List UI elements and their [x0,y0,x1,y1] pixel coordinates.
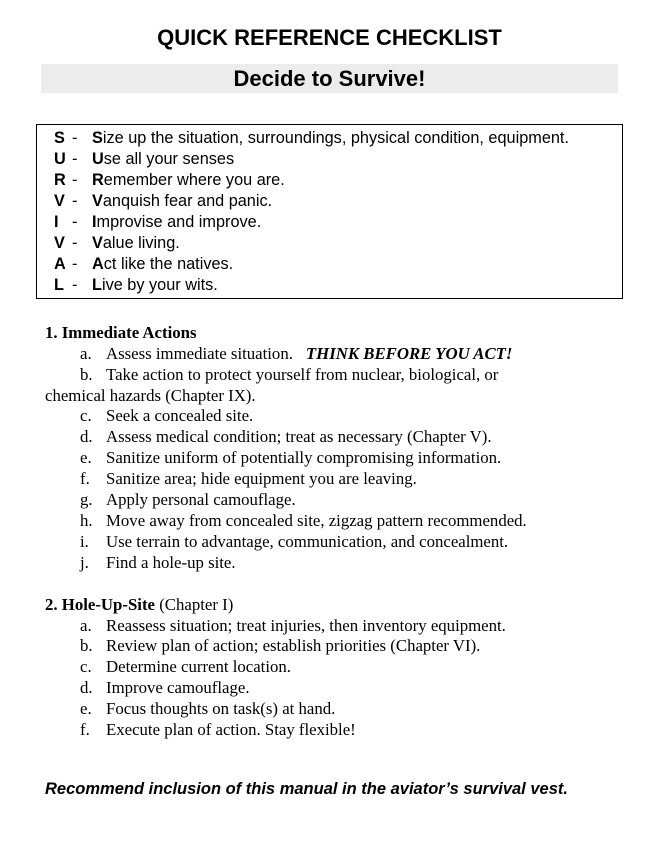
acronym-dash: - [72,276,78,294]
list-item: j. Find a hole-up site. [80,553,236,572]
acronym-letter: I [54,213,59,231]
list-item: b. Take action to protect yourself from nuclear, biological, or [80,365,499,384]
acronym-text: ize up the situation, surroundings, physical condition, equipment. [102,129,569,147]
section-heading-immediate-actions: 1. Immediate Actions [45,323,197,342]
list-item: i. Use terrain to advantage, communication, and concealment. [80,532,509,551]
list-item: f. Sanitize area; hide equipment you are leaving. [80,469,417,488]
acronym-dash: - [72,192,78,210]
list-item: e. Focus thoughts on task(s) at hand. [80,699,336,718]
list-item: c. Determine current location. [80,657,291,676]
list-item: f. Execute plan of action. Stay flexible! [80,720,356,739]
acronym-text: ct like the natives. [103,255,234,273]
acronym-initial: I [92,213,97,231]
page-title: QUICK REFERENCE CHECKLIST [157,25,502,50]
survival-row [54,233,180,254]
section-heading-hole-up-site: 2. Hole-Up-Site (Chapter I) [45,595,234,614]
acronym-letter: A [54,255,66,273]
acronym-dash: - [72,255,78,273]
acronym-text: ive by your wits. [101,276,218,294]
survival-row [54,170,285,191]
acronym-initial: R [92,171,104,189]
survival-row [54,128,569,149]
acronym-initial: S [92,129,103,147]
acronym-initial: V [92,192,103,210]
footer-note: Recommend inclusion of this manual in the aviator’s survival vest. [45,780,568,798]
acronym-initial: A [92,255,104,273]
acronym-text: mprovise and improve. [96,213,262,231]
list-item: d. Assess medical condition; treat as necessary (Chapter V). [80,427,492,446]
acronym-dash: - [72,234,78,252]
survival-row [54,212,261,233]
acronym-letter: V [54,234,65,252]
survival-acronym-box [36,124,623,299]
list-item: a. Assess immediate situation. THINK BEFORE YOU ACT! [80,344,513,363]
acronym-initial: V [92,234,103,252]
acronym-text: se all your senses [103,150,235,168]
emphasis-text: THINK BEFORE YOU ACT! [305,344,513,363]
list-item: a. Reassess situation; treat injuries, then inventory equipment. [80,616,506,635]
list-item: d. Improve camouflage. [80,678,250,697]
acronym-dash: - [72,171,78,189]
acronym-dash: - [72,150,78,168]
acronym-initial: U [92,150,104,168]
acronym-letter: V [54,192,65,210]
acronym-letter: L [54,276,64,294]
list-item: c. Seek a concealed site. [80,406,254,425]
acronym-dash: - [72,129,78,147]
list-item: b. Review plan of action; establish priorities (Chapter VI). [80,636,481,655]
survival-row [54,149,234,170]
acronym-text: anquish fear and panic. [102,192,273,210]
acronym-letter: S [54,129,65,147]
list-item-continuation: chemical hazards (Chapter IX). [45,386,256,405]
acronym-letter: U [54,150,66,168]
acronym-initial: L [92,276,102,294]
acronym-text: alue living. [102,234,180,252]
survival-row [54,191,272,212]
acronym-letter: R [54,171,66,189]
survival-row [54,254,233,275]
list-item: e. Sanitize uniform of potentially compromising information. [80,448,502,467]
acronym-text: emember where you are. [103,171,285,189]
list-item: h. Move away from concealed site, zigzag pattern recommended. [80,511,527,530]
banner-title: Decide to Survive! [41,64,618,93]
survival-row [54,275,218,296]
list-item: g. Apply personal camouflage. [80,490,296,509]
acronym-dash: - [72,213,78,231]
